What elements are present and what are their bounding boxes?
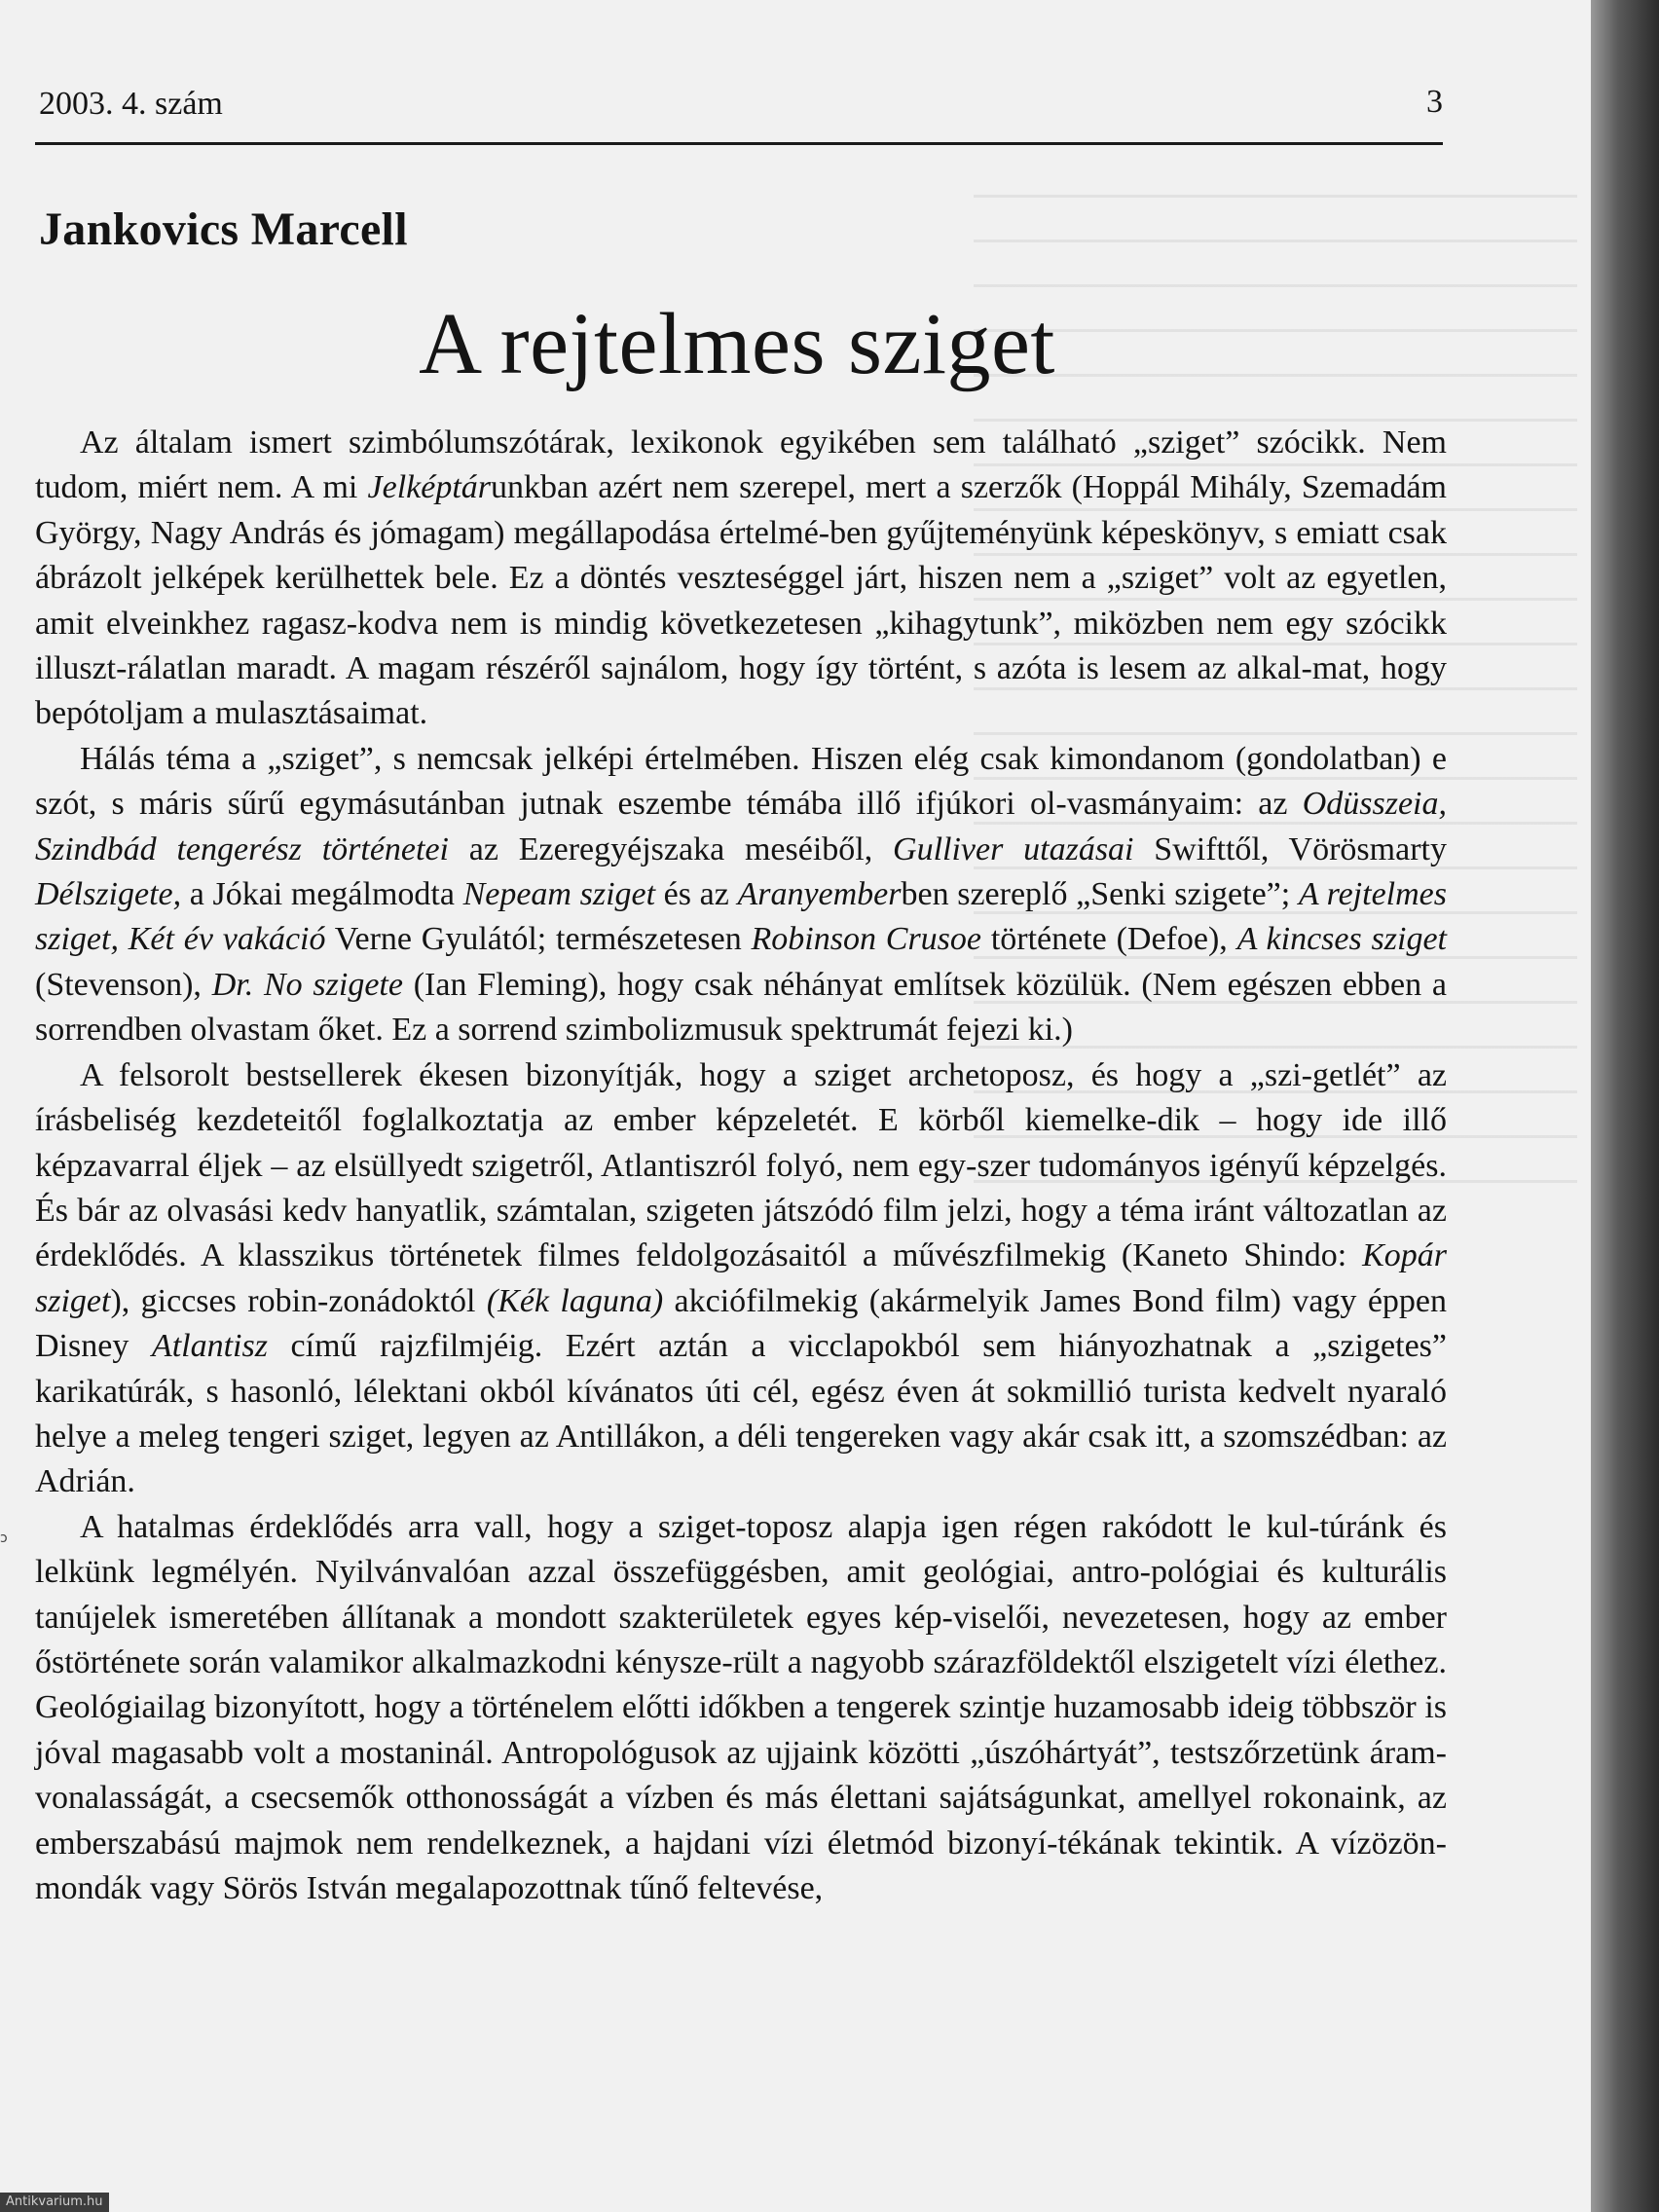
text-run: Verne Gyulától; természetesen	[325, 921, 752, 958]
header-rule	[35, 142, 1443, 145]
text-run: ben szereplő „Senki szigete”;	[901, 876, 1299, 913]
text-run: története (Defoe),	[981, 921, 1237, 958]
paragraph	[35, 421, 1447, 737]
text-run: (Stevenson),	[35, 966, 212, 1003]
italic-title-run: Aranyember	[737, 876, 902, 913]
text-run: A hatalmas érdeklődés arra vall, hogy a sziget-toposz alapja igen régen rakódott le kul-túránk és lelkünk legmélyén. Nyilvánvalóan azzal összefüggésben, amit geológiai, antro-pológiai és kulturális tanújelek ismeretében állítanak a mondott szakterületek egyes kép-viselői, nevezetesen, hogy az ember őstörténete során valamikor alkalmazkodni kénysze-rült a nagyobb szárazföldektől elszigetelt vízi élethez. Geológiailag bizonyított, hogy a történelem előtti időkben a tengerek szintje huzamosabb ideig többször is jóval magasabb volt a mostaninál. Antropológusok az ujjaink közötti „úszóhártyát”, testszőrzetünk áram-vonalasságát, a csecsemők otthonosságát a vízben és más élettani sajátságunkat, amellyel rokonaink, az emberszabású majmok nem rendelkeznek, a hajdani vízi életmód bizonyí-tékának tekintik. A vízözön-mondák vagy Sörös István megalapozottnak tűnő feltevése,	[35, 1508, 1447, 1906]
text-run: (Ian Fleming), hogy csak néhányat említsek közülük. (Nem egészen ebben a sorrendben olvastam őket. Ez a sorrend szimbolizmusuk spektrumát fejezi ki.)	[35, 966, 1447, 1049]
italic-title-run: Odüsszeia, Szindbád tengerész történetei	[35, 786, 1447, 867]
italic-title-run: (Kék laguna)	[486, 1282, 664, 1319]
italic-title-run: Gulliver utazásai	[893, 830, 1134, 867]
article-body	[35, 421, 1447, 1911]
italic-title-run: Délszigete,	[35, 876, 182, 913]
watermark: Antikvarium.hu	[0, 2193, 109, 2212]
paragraph	[35, 737, 1447, 1053]
italic-title-run: A rejtelmes sziget, Két év vakáció	[35, 876, 1447, 958]
italic-title-run: A kincses sziget	[1236, 921, 1447, 958]
running-header	[39, 86, 1443, 144]
text-run: akciófilmekig (akármelyik James Bond film) vagy éppen Disney	[35, 1282, 1448, 1365]
text-run: a Jókai megálmodta	[181, 876, 463, 913]
paragraph	[35, 1053, 1447, 1505]
issue-label: 2003. 4. szám	[39, 86, 223, 122]
page-number: 3	[1426, 84, 1443, 120]
text-run: című rajzfilmjéig. Ezért aztán a vicclapokból sem hiányozhatnak a „szigetes” karikatúrák, s hasonló, lélektani okból kívánatos úti cél, egész éven át sokmillió turista kedvelt nyaraló helye a meleg tengeri sziget, legyen az Antillákon, a déli tengereken vagy akár csak itt, a szomszédban: az Adrián.	[35, 1328, 1447, 1500]
article-title: A rejtelmes sziget	[419, 296, 1055, 392]
margin-mark: ɔ	[0, 1530, 8, 1546]
italic-title-run: Kopár sziget	[35, 1237, 1447, 1319]
text-run: és az	[655, 876, 738, 913]
author-name: Jankovics Marcell	[39, 203, 408, 255]
text-run: A felsorolt bestsellerek ékesen bizonyítják, hogy a sziget archetoposz, és hogy a „szi-getlét” az írásbeliség kezdeteitől foglalkoztatja az ember képzeletét. E körből kiemelke-dik – hogy ide illő képzavarral éljek – az elsüllyedt szigetről, Atlantiszról folyó, nem egy-szer tudományos igényű képzelgés. És bár az olvasási kedv hanyatlik, számtalan, szigeten játszódó film jelzi, hogy a téma iránt változatlan az érdeklődés. A klasszikus történetek filmes feldolgozásaitól a művészfilmekig (Kaneto Shindo:	[35, 1056, 1447, 1274]
italic-title-run: Dr. No szigete	[211, 966, 403, 1003]
italic-title-run: Atlantisz	[151, 1328, 268, 1365]
italic-title-run: Robinson Crusoe	[751, 921, 982, 958]
text-run: unkban azért nem szerepel, mert a szerzők (Hoppál Mihály, Szemadám György, Nagy András és jómagam) megállapodása értelmé-ben gyűjteményünk képeskönyv, s emiatt csak ábrázolt jelképek kerülhettek bele. Ez a döntés veszteséggel járt, hiszen nem a „sziget” volt az egyetlen, amit elveinkhez ragasz-kodva nem is mindig következetesen „kihagytunk”, miközben nem egy szócikk illuszt-rálatlan maradt. A magam részéről sajnálom, hogy így történt, s azóta is lesem az alkal-mat, hogy bepótoljam a mulasztásaimat.	[35, 469, 1447, 732]
text-run: az Ezeregyéjszaka meséiből,	[448, 830, 894, 867]
paragraph	[35, 1505, 1447, 1912]
italic-title-run: Nepeam sziget	[462, 876, 656, 913]
text-run: ), giccses robin-zonádoktól	[110, 1282, 487, 1319]
text-run: Swifttől, Vörösmarty	[1133, 830, 1447, 867]
page-edge-shadow	[1591, 0, 1659, 2212]
italic-title-run: Jelképtár	[367, 469, 492, 506]
text-run: Az általam ismert szimbólumszótárak, lexikonok egyikében sem található „sziget” szócikk. Nem tudom, miért nem. A mi	[35, 424, 1447, 506]
text-run: Hálás téma a „sziget”, s nemcsak jelképi értelmében. Hiszen elég csak kimondanom (gondolatban) e szót, s máris sűrű egymásutánban jutnak eszembe témába illő ifjúkori ol-vasmányaim: az	[35, 740, 1447, 823]
